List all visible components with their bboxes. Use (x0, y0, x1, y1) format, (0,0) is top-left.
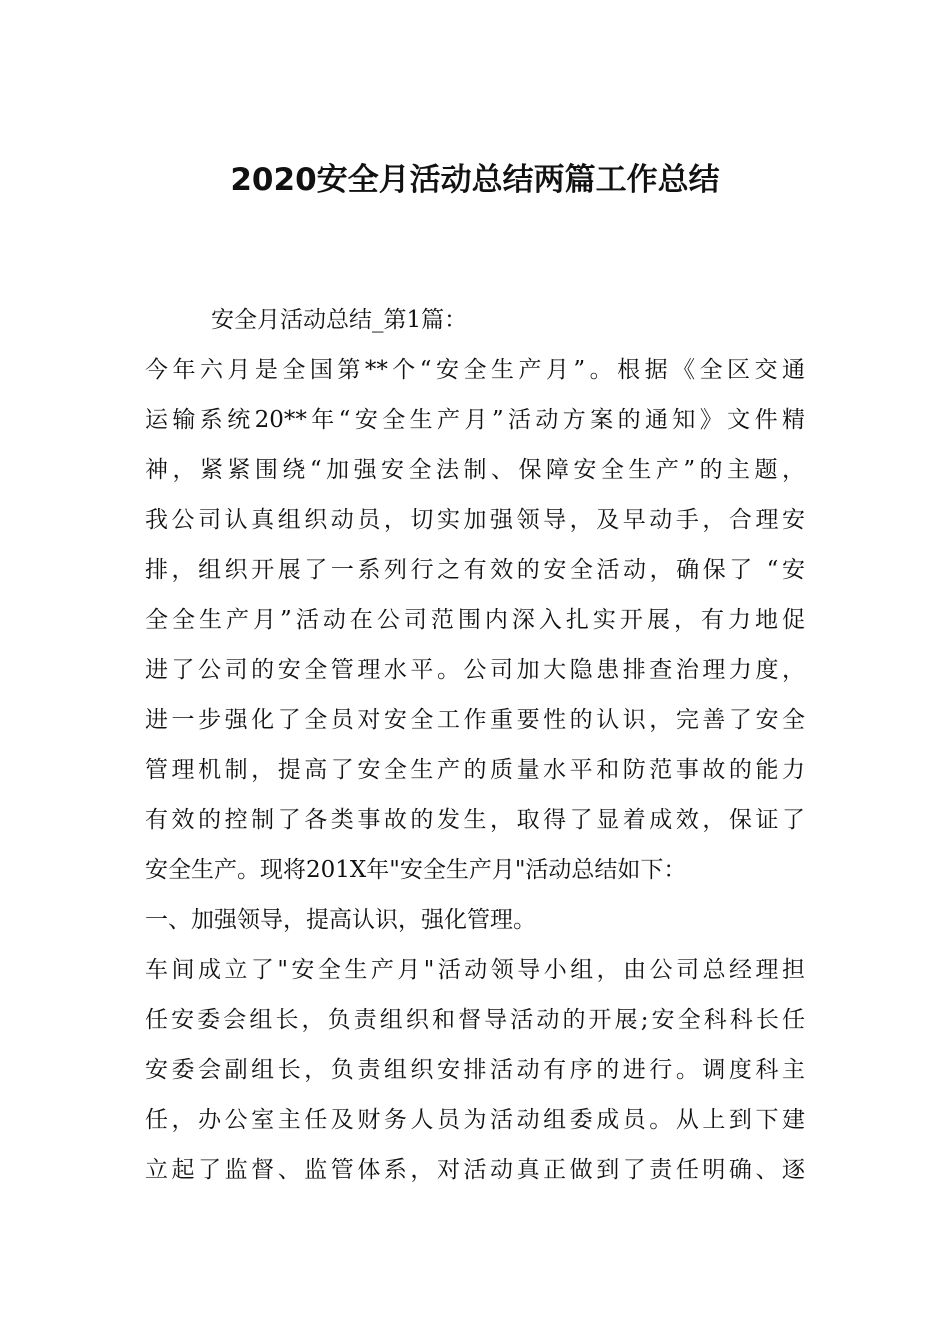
body-line: 进了公司的安全管理水平。公司加大隐患排查治理力度， (145, 657, 805, 683)
body-line: 车间成立了"安全生产月"活动领导小组，由公司总经理担 (145, 957, 805, 983)
body-line: 安全生产。现将201X年"安全生产月"活动总结如下： (145, 857, 687, 883)
body-line: 安全月活动总结_第1篇： (211, 307, 468, 333)
document-body (145, 295, 805, 1195)
body-line: 安委会副组长，负责组织安排活动有序的进行。调度科主 (145, 1057, 805, 1083)
body-line: 有效的控制了各类事故的发生，取得了显着成效，保证了 (145, 807, 805, 833)
body-line: 任安委会组长，负责组织和督导活动的开展;安全科科长任 (145, 1007, 805, 1033)
body-line: 管理机制，提高了安全生产的质量水平和防范事故的能力 (145, 757, 805, 783)
body-line: 我公司认真组织动员，切实加强领导，及早动手，合理安 (145, 507, 805, 533)
body-line: 运输系统20**年“安全生产月”活动方案的通知》文件精 (145, 407, 805, 433)
body-line: 今年六月是全国第**个“安全生产月”。根据《全区交通 (145, 357, 805, 383)
body-line: 一、加强领导，提高认识，强化管理。 (145, 907, 536, 933)
body-line: 进一步强化了全员对安全工作重要性的认识，完善了安全 (145, 707, 805, 733)
body-line: 神，紧紧围绕“加强安全法制、保障安全生产”的主题， (145, 457, 805, 483)
body-line: 全全生产月”活动在公司范围内深入扎实开展，有力地促 (145, 607, 805, 633)
body-line: 立起了监督、监管体系，对活动真正做到了责任明确、逐 (145, 1157, 805, 1183)
body-line: 排，组织开展了一系列行之有效的安全活动，确保了 “安 (145, 557, 805, 583)
document-title: 2020安全月活动总结两篇工作总结 (230, 162, 720, 198)
body-line: 任，办公室主任及财务人员为活动组委成员。从上到下建 (145, 1107, 805, 1133)
